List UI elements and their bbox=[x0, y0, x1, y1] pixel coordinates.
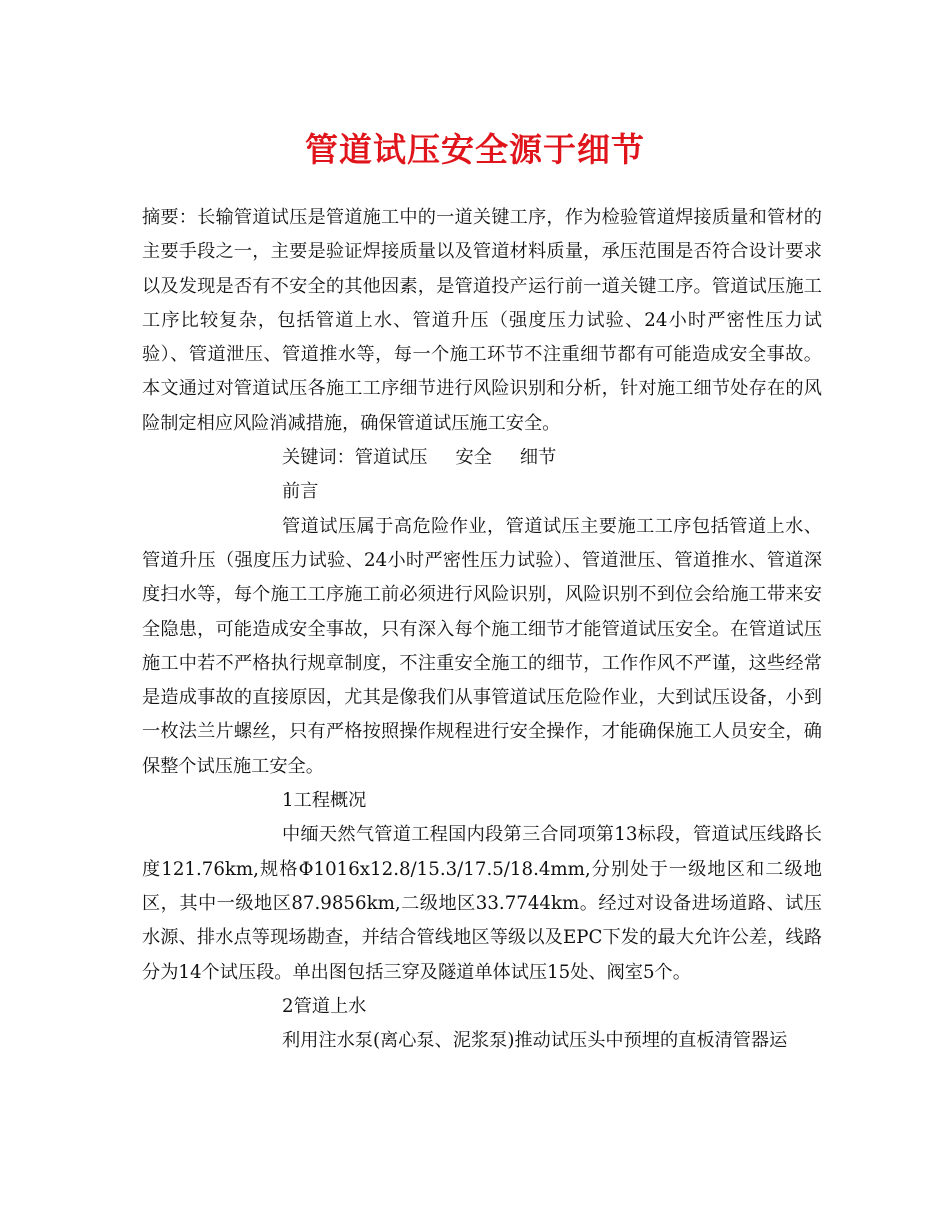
keywords-label: 关键词： bbox=[282, 447, 355, 469]
preface-paragraph: 管道试压属于高危险作业，管道试压主要施工工序包括管道上水、管道升压（强度压力试验、24小时严密性压力试验）、管道泄压、管道推水、管道深度扫水等，每个施工工序施工前必须进行风险识别，风险识别不到位会给施工带来安全隐患，可能造成安全事故，只有深入每个施工细节才能管道试压安全。在管道试压施工中若不严格执行规章制度，不注重安全施工的细节，工作作风不严谨，这些经常是造成事故的直接原因，尤其是像我们从事管道试压危险作业，大到试压设备，小到一枚法兰片螺丝，只有严格按照操作规程进行安全操作，才能确保施工人员安全，确保整个试压施工安全。 bbox=[142, 515, 822, 777]
keywords-line bbox=[142, 441, 822, 475]
section-1-heading: 1工程概况 bbox=[282, 790, 367, 812]
keyword-item: 管道试压 bbox=[354, 447, 428, 469]
abstract-paragraph: 摘要：长输管道试压是管道施工中的一道关键工序，作为检验管道焊接质量和管材的主要手段之一，主要是验证焊接质量以及管道材料质量，承压范围是否符合设计要求以及发现是否有不安全的其他因素，是管道投产运行前一道关键工序。管道试压施工工序比较复杂，包括管道上水、管道升压（强度压力试验、24小时严密性压力试验）、管道泄压、管道推水等，每一个施工环节不注重细节都有可能造成安全事故。本文通过对管道试压各施工工序细节进行风险识别和分析，针对施工细节处存在的风险制定相应风险消减措施，确保管道试压施工安全。 bbox=[142, 207, 822, 434]
section-2-heading: 2管道上水 bbox=[282, 995, 367, 1017]
section-1-paragraph: 中缅天然气管道工程国内段第三合同项第13标段，管道试压线路长度121.76km,规格Φ1016x12.8/15.3/17.5/18.4mm,分别处于一级地区和二级地区，其中一级地区87.9856km,二级地区33.7744km。经过对设备进场道路、试压水源、排水点等现场勘查，并结合管线地区等级以及EPC下发的最大允许公差，线路分为14个试压段。单出图包括三穿及隧道单体试压15处、阀室5个。 bbox=[142, 824, 822, 983]
keyword-item: 安全 bbox=[455, 447, 492, 469]
section-2-paragraph: 利用注水泵(离心泵、泥浆泵)推动试压头中预埋的直板清管器运 bbox=[282, 1030, 788, 1052]
document-body bbox=[142, 201, 822, 1058]
document-title: 管道试压安全源于细节 bbox=[305, 130, 645, 169]
keyword-item: 细节 bbox=[519, 447, 557, 469]
preface-heading: 前言 bbox=[282, 481, 319, 503]
